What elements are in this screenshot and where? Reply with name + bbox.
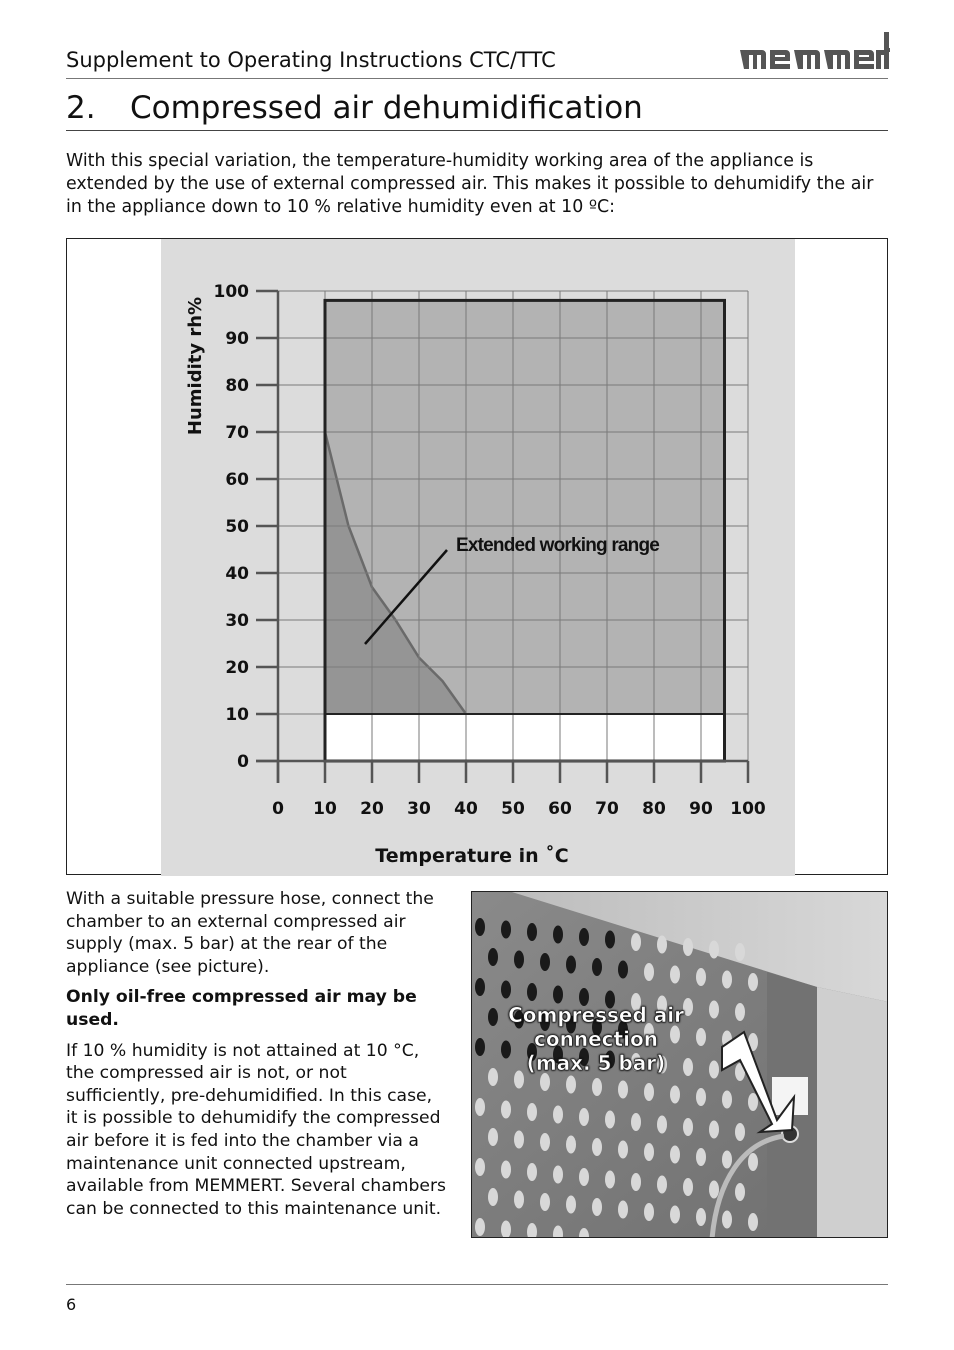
panel-hole [683, 1178, 693, 1196]
body-text [66, 888, 446, 1228]
panel-hole [553, 1106, 563, 1124]
hose-paragraph: With a suitable pressure hose, connect the chamber to an external compressed air supply (max. 5 bar) at the rear of the appliance (see picture). [66, 889, 434, 977]
x-tick-label: 60 [548, 799, 572, 819]
x-tick-label: 80 [642, 799, 666, 819]
panel-hole [709, 1181, 719, 1199]
panel-hole [735, 943, 745, 961]
y-tick-label: 100 [213, 282, 249, 302]
y-tick-label: 40 [225, 564, 249, 584]
memmert-logo [738, 30, 890, 74]
panel-hole [553, 1166, 563, 1184]
panel-hole [501, 921, 511, 939]
panel-hole [722, 1211, 732, 1229]
x-tick-label: 70 [595, 799, 619, 819]
y-tick-label: 50 [225, 517, 249, 537]
panel-hole [722, 971, 732, 989]
y-tick-label: 60 [225, 470, 249, 490]
panel-hole [618, 961, 628, 979]
panel-hole [748, 1093, 758, 1111]
panel-hole [657, 1176, 667, 1194]
panel-hole [540, 1133, 550, 1151]
panel-hole [683, 938, 693, 956]
page-number: 6 [66, 1295, 77, 1314]
panel-hole [709, 1121, 719, 1139]
panel-hole [631, 1113, 641, 1131]
panel-hole [748, 1153, 758, 1171]
panel-hole [748, 1213, 758, 1231]
panel-hole [696, 1208, 706, 1226]
panel-hole [696, 1148, 706, 1166]
panel-hole [501, 1101, 511, 1119]
x-axis-title: Temperature in ˚C [375, 845, 569, 867]
panel-hole [618, 1081, 628, 1099]
y-tick-label: 20 [225, 658, 249, 678]
chart-frame [66, 238, 888, 875]
panel-hole [735, 1183, 745, 1201]
panel-hole [475, 1218, 485, 1236]
panel-hole [566, 1196, 576, 1214]
compressed-air-label: Compressed air connection (max. 5 bar) [508, 1003, 684, 1075]
panel-hole [670, 1086, 680, 1104]
panel-hole [644, 1203, 654, 1221]
panel-hole [735, 1123, 745, 1141]
panel-hole [553, 986, 563, 1004]
panel-hole [527, 983, 537, 1001]
panel-hole [514, 1191, 524, 1209]
panel-hole [501, 981, 511, 999]
panel-hole [566, 1136, 576, 1154]
y-tick-label: 10 [225, 705, 249, 725]
x-tick-label: 10 [313, 799, 337, 819]
panel-hole [644, 963, 654, 981]
y-tick-label: 30 [225, 611, 249, 631]
y-tick-label: 90 [225, 329, 249, 349]
oil-free-warning: Only oil-free compressed air may be used. [66, 987, 417, 1030]
panel-hole [657, 936, 667, 954]
panel-hole [579, 1168, 589, 1186]
panel-hole [566, 1076, 576, 1094]
panel-hole [657, 1116, 667, 1134]
panel-hole [605, 1111, 615, 1129]
panel-hole [605, 931, 615, 949]
panel-hole [709, 941, 719, 959]
panel-hole [475, 1158, 485, 1176]
panel-hole [501, 1221, 511, 1239]
panel-hole [592, 1078, 602, 1096]
panel-hole [540, 953, 550, 971]
panel-hole [488, 948, 498, 966]
panel-hole [592, 1138, 602, 1156]
panel-hole [488, 1128, 498, 1146]
panel-hole [670, 1146, 680, 1164]
panel-hole [618, 1141, 628, 1159]
panel-hole [722, 1151, 732, 1169]
dehumidify-paragraph: If 10 % humidity is not attained at 10 °C, the compressed air is not, or not sufficiently, pre-dehumidified. In this case, it is possible to dehumidify the compressed air before it is fed into the chamber via a maintenance unit connected upstream, available from MEMMERT. Several chambers can be connected to this maintenance unit. [66, 1040, 446, 1219]
y-tick-label: 80 [225, 376, 249, 396]
humidity-temperature-chart [67, 239, 889, 876]
x-tick-label: 100 [730, 799, 766, 819]
panel-hole [735, 1003, 745, 1021]
intro-paragraph: With this special variation, the temperature-humidity working area of the appliance is extended by the use of external compressed air. This makes it possible to dehumidify the air in the appliance down to 10 % relative humidity even at 10 ºC: [66, 151, 874, 217]
panel-hole [644, 1143, 654, 1161]
panel-hole [605, 1171, 615, 1189]
panel-hole [540, 1073, 550, 1091]
x-tick-label: 90 [689, 799, 713, 819]
panel-hole [579, 1108, 589, 1126]
panel-hole [696, 968, 706, 986]
panel-hole [566, 956, 576, 974]
panel-hole [722, 1091, 732, 1109]
panel-hole [475, 918, 485, 936]
panel-hole [592, 1198, 602, 1216]
panel-hole [696, 1088, 706, 1106]
header-rule [66, 78, 888, 79]
panel-hole [748, 973, 758, 991]
x-tick-label: 20 [360, 799, 384, 819]
panel-hole [527, 923, 537, 941]
panel-hole [488, 1188, 498, 1206]
x-tick-label: 0 [272, 799, 284, 819]
panel-hole [475, 1098, 485, 1116]
panel-hole [527, 1163, 537, 1181]
annotation-label: Extended working range [456, 535, 660, 556]
section-number: 2. [66, 90, 96, 126]
y-tick-label: 0 [237, 752, 249, 772]
panel-hole [553, 926, 563, 944]
panel-hole [527, 1103, 537, 1121]
x-tick-label: 30 [407, 799, 431, 819]
y-axis-title: Humidity rh% [185, 296, 206, 436]
section-title: Compressed air dehumidification [130, 90, 643, 126]
panel-hole [475, 978, 485, 996]
panel-hole [514, 951, 524, 969]
title-rule [66, 130, 888, 131]
panel-hole [618, 1201, 628, 1219]
panel-hole [579, 928, 589, 946]
panel-hole [631, 1173, 641, 1191]
panel-hole [592, 958, 602, 976]
panel-hole [501, 1161, 511, 1179]
panel-hole [670, 1206, 680, 1224]
panel-hole [644, 1083, 654, 1101]
panel-hole [670, 966, 680, 984]
header-title: Supplement to Operating Instructions CTC/TTC [66, 48, 556, 72]
x-tick-label: 40 [454, 799, 478, 819]
y-tick-label: 70 [225, 423, 249, 443]
panel-hole [514, 1131, 524, 1149]
panel-hole [540, 1193, 550, 1211]
footer-rule [66, 1284, 888, 1285]
panel-hole [683, 1118, 693, 1136]
x-tick-label: 50 [501, 799, 525, 819]
panel-hole [631, 933, 641, 951]
